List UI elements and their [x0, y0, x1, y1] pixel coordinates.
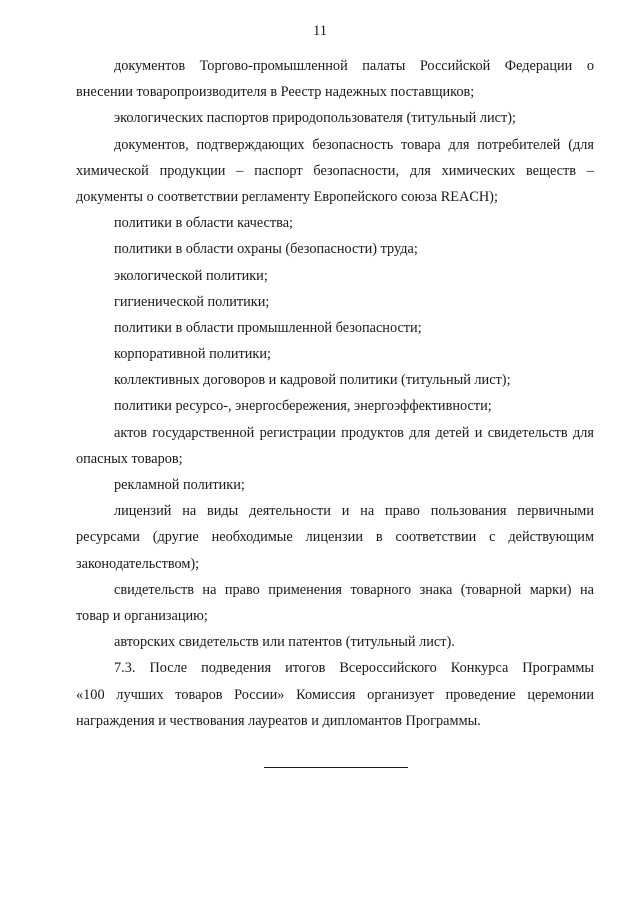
text-line: политики в области промышленной безопасности;: [114, 319, 422, 336]
text-line: опасных товаров;: [76, 450, 183, 467]
text-line: внесении товаропроизводителя в Реестр надежных поставщиков;: [76, 84, 475, 101]
text-line: награждения и чествования лауреатов и дипломантов Программы.: [76, 712, 481, 729]
text-line: законодательством);: [76, 555, 200, 572]
page-number: 11: [313, 23, 327, 39]
text-line: гигиенической политики;: [114, 293, 270, 310]
text-line: документы о соответствии регламенту Европейского союза REACH);: [76, 188, 498, 205]
text-line: документов Торгово-промышленной палаты Российской Федерации о: [114, 58, 594, 74]
text-line: товар и организацию;: [76, 607, 208, 624]
text-line: авторских свидетельств или патентов (титульный лист).: [114, 634, 455, 651]
text-line: «100 лучших товаров России» Комиссия организует проведение церемонии: [76, 686, 594, 703]
text-line: рекламной политики;: [114, 477, 245, 493]
text-line: экологических паспортов природопользователя (титульный лист);: [114, 110, 516, 127]
document-body: [76, 53, 594, 734]
text-line: политики в области охраны (безопасности) труда;: [114, 241, 418, 258]
text-line: актов государственной регистрации продуктов для детей и свидетельств для: [114, 424, 594, 441]
text-line: 7.3. После подведения итогов Всероссийского Конкурса Программы: [114, 660, 594, 677]
text-line: политики ресурсо-, энергосбережения, энергоэффективности;: [114, 398, 492, 415]
text-line: экологической политики;: [114, 267, 268, 284]
text-line: политики в области качества;: [114, 215, 294, 232]
text-line: ресурсами (другие необходимые лицензии в соответствии с действующим: [76, 529, 594, 546]
text-line: документов, подтверждающих безопасность товара для потребителей (для: [114, 136, 594, 153]
text-line: химической продукции – паспорт безопасности, для химических веществ –: [76, 162, 594, 179]
text-line: корпоративной политики;: [114, 346, 271, 363]
closing-rule: [264, 767, 408, 768]
text-line: свидетельств на право применения товарного знака (товарной марки) на: [114, 581, 594, 598]
text-line: коллективных договоров и кадровой политики (титульный лист);: [114, 372, 511, 389]
text-line: лицензий на виды деятельности и на право пользования первичными: [114, 503, 594, 520]
